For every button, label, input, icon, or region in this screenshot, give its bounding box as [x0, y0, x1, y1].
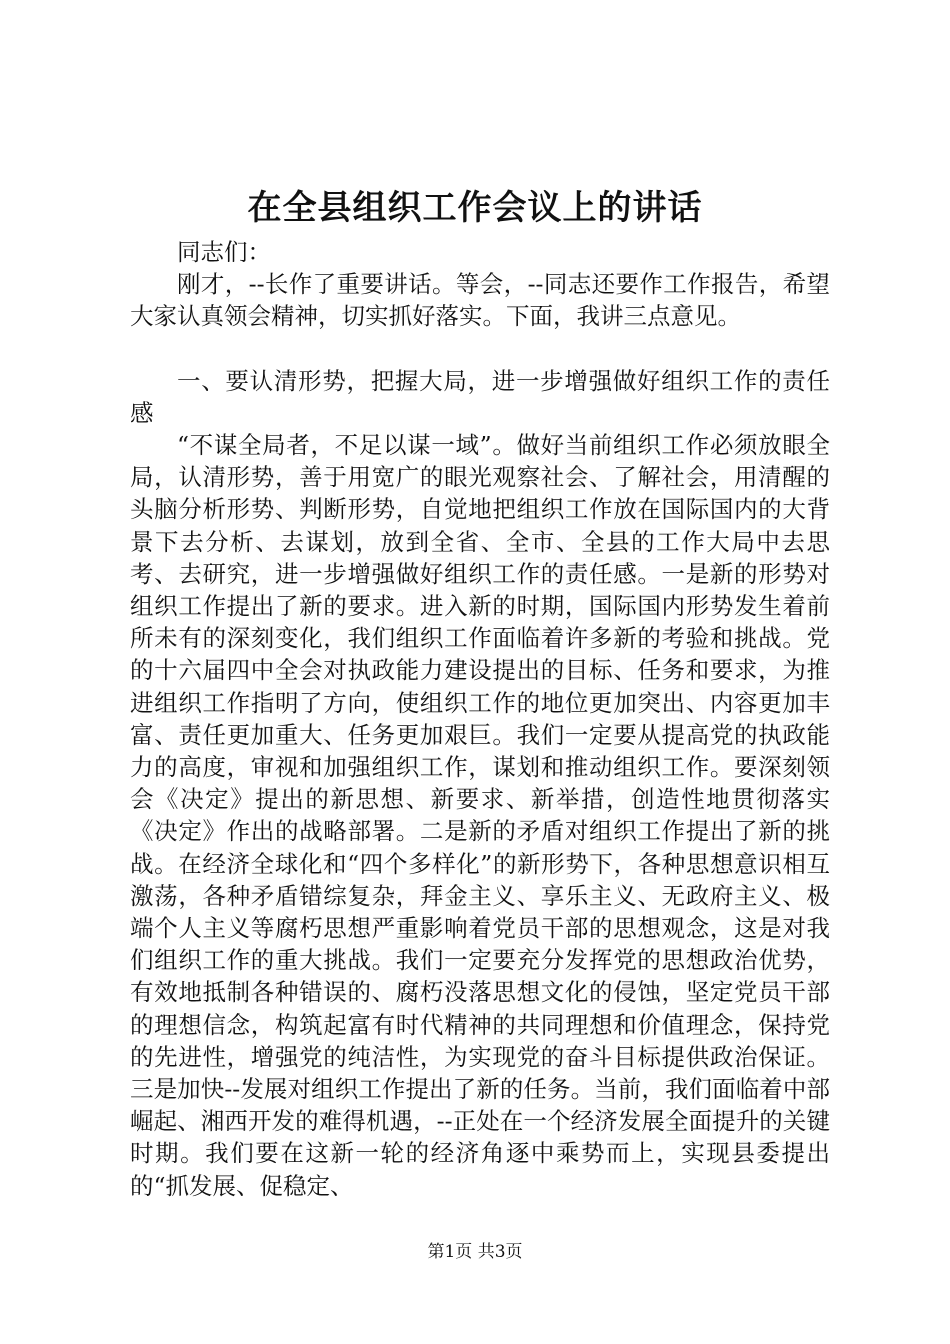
body-paragraph: “不谋全局者，不足以谋一域”。做好当前组织工作必须放眼全局，认清形势，善于用宽广的眼光观察社会、了解社会，用清醒的头脑分析形势、判断形势，自觉地把组织工作放在国际国内的大背景下去分析、去谋划，放到全省、全市、全县的工作大局中去思考、去研究，进一步增强做好组织工作的责任感。一是新的形势对组织工作提出了新的要求。进入新的时期，国际国内形势发生着前所未有的深刻变化，我们组织工作面临着许多新的考验和挑战。党的十六届四中全会对执政能力建设提出的目标、任务和要求，为推进组织工作指明了方向，使组织工作的地位更加突出、内容更加丰富、责任更加重大、任务更加艰巨。我们一定要从提高党的执政能力的高度，审视和加强组织工作，谋划和推动组织工作。要深刻领会《决定》提出的新思想、新要求、新举措，创造性地贯彻落实《决定》作出的战略部署。二是新的矛盾对组织工作提出了新的挑战。在经济全球化和“四个多样化”的新形势下，各种思想意识相互激荡，各种矛盾错综复杂，拜金主义、享乐主义、无政府主义、极端个人主义等腐朽思想严重影响着党员干部的思想观念，这是对我们组织工作的重大挑战。我们一定要充分发挥党的思想政治优势，有效地抵制各种错误的、腐朽没落思想文化的侵蚀，坚定党员干部的理想信念，构筑起富有时代精神的共同理想和价值理念，保持党的先进性，增强党的纯洁性，为实现党的奋斗目标提供政治保证。三是加快--发展对组织工作提出了新的任务。当前，我们面临着中部崛起、湘西开发的难得机遇，--正处在一个经济发展全面提升的关键时期。我们要在这新一轮的经济角逐中乘势而上，实现县委提出的“抓发展、促稳定、 [130, 431, 830, 1200]
page-footer: 第1页 共3页 [427, 1242, 523, 1262]
document-title: 在全县组织工作会议上的讲话 [247, 188, 703, 228]
salutation: 同志们： [177, 238, 271, 266]
section-heading: 一、要认清形势，把握大局，进一步增强做好组织工作的责任感 [130, 366, 830, 427]
intro-paragraph: 刚才，--长作了重要讲话。等会，--同志还要作工作报告，希望大家认真领会精神，切实抓好落实。下面，我讲三点意见。 [130, 270, 830, 331]
document-body [130, 236, 830, 1202]
